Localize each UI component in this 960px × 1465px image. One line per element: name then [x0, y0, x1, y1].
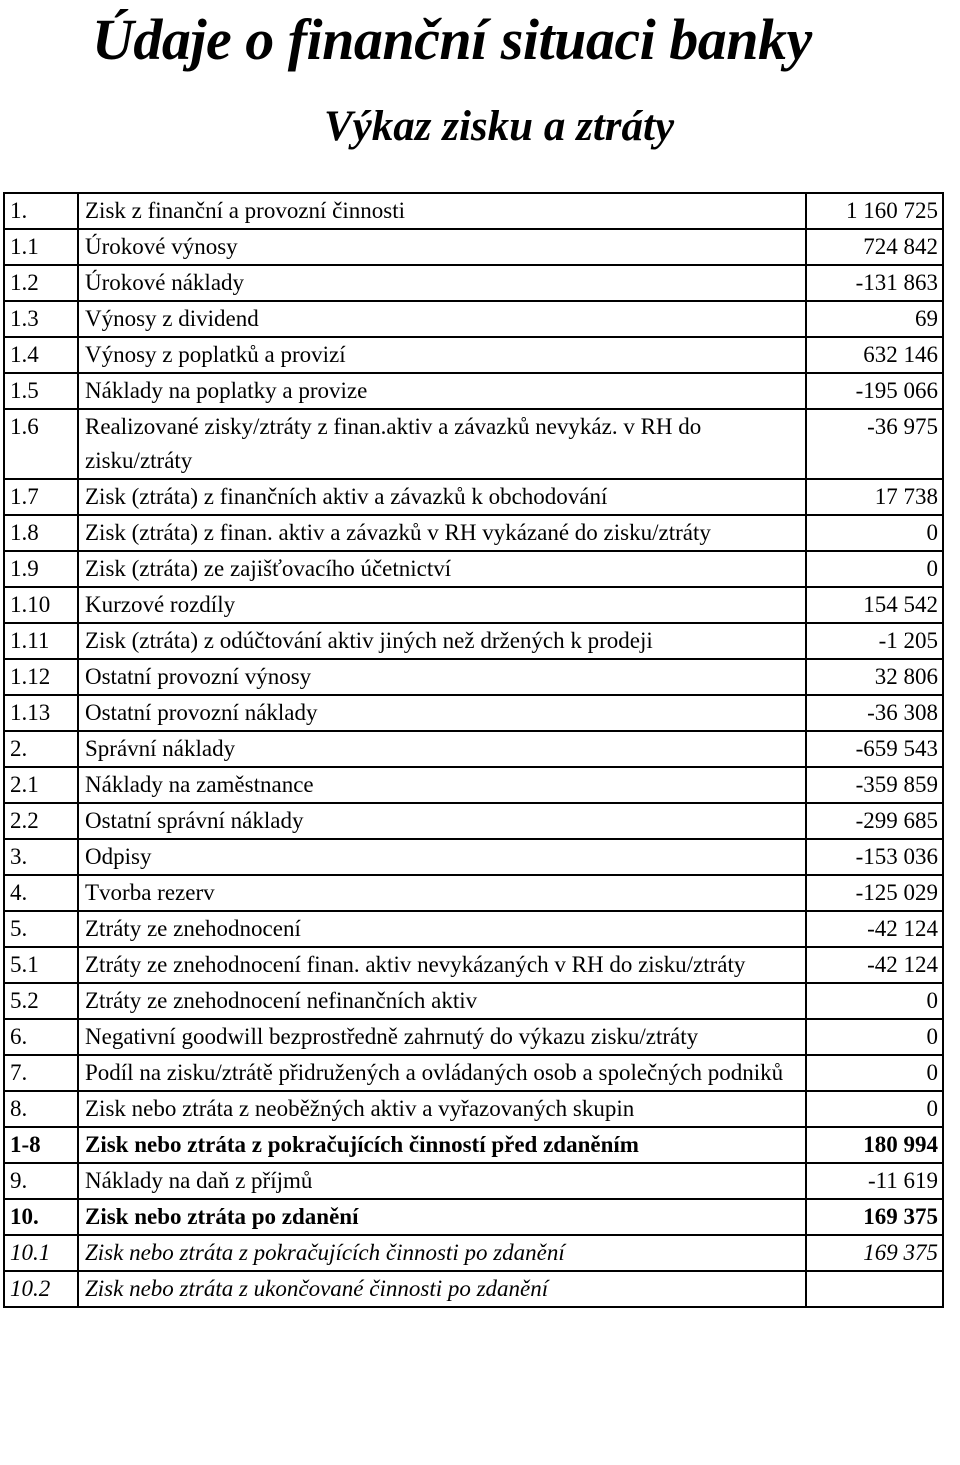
row-number: 1.13 [4, 695, 78, 731]
row-label: Zisk nebo ztráta z pokračujících činností před zdaněním [78, 1127, 806, 1163]
row-number: 2.1 [4, 767, 78, 803]
page-title: Údaje o finanční situaci banky [92, 7, 812, 72]
row-number: 6. [4, 1019, 78, 1055]
row-number: 1.2 [4, 265, 78, 301]
row-value: 169 375 [806, 1235, 943, 1271]
row-number: 1-8 [4, 1127, 78, 1163]
row-number: 3. [4, 839, 78, 875]
row-label: Zisk (ztráta) ze zajišťovacího účetnictví [78, 551, 806, 587]
table-row [4, 1271, 943, 1307]
table-row [4, 1199, 943, 1235]
row-value: -42 124 [806, 947, 943, 983]
row-value: 180 994 [806, 1127, 943, 1163]
row-value: 632 146 [806, 337, 943, 373]
row-value: -42 124 [806, 911, 943, 947]
table-row [4, 695, 943, 731]
row-label: Podíl na zisku/ztrátě přidružených a ovládaných osob a společných podniků [78, 1055, 806, 1091]
row-label: Ostatní provozní výnosy [78, 659, 806, 695]
row-number: 1.5 [4, 373, 78, 409]
table-row [4, 301, 943, 337]
row-label: Tvorba rezerv [78, 875, 806, 911]
row-number: 1.6 [4, 409, 78, 479]
row-label: Správní náklady [78, 731, 806, 767]
row-value: -125 029 [806, 875, 943, 911]
table-row [4, 337, 943, 373]
row-label: Ztráty ze znehodnocení [78, 911, 806, 947]
table-row [4, 911, 943, 947]
row-value: -359 859 [806, 767, 943, 803]
row-number: 1.7 [4, 479, 78, 515]
row-number: 1.8 [4, 515, 78, 551]
table-row [4, 1055, 943, 1091]
table-row [4, 409, 943, 479]
row-value: 69 [806, 301, 943, 337]
table-row [4, 515, 943, 551]
row-label: Zisk nebo ztráta z ukončované činnosti po zdanění [78, 1271, 806, 1307]
row-value: -36 308 [806, 695, 943, 731]
row-number: 1.1 [4, 229, 78, 265]
row-number: 1.9 [4, 551, 78, 587]
row-label: Náklady na daň z příjmů [78, 1163, 806, 1199]
row-value: 0 [806, 1019, 943, 1055]
row-label: Výnosy z dividend [78, 301, 806, 337]
row-value: 0 [806, 515, 943, 551]
row-label: Ztráty ze znehodnocení nefinančních aktiv [78, 983, 806, 1019]
table-row [4, 551, 943, 587]
table-row [4, 731, 943, 767]
row-value: 0 [806, 1091, 943, 1127]
row-label: Zisk nebo ztráta z pokračujících činnosti po zdanění [78, 1235, 806, 1271]
table-row [4, 623, 943, 659]
row-value: -299 685 [806, 803, 943, 839]
row-label: Úrokové náklady [78, 265, 806, 301]
row-number: 5.2 [4, 983, 78, 1019]
row-value: -659 543 [806, 731, 943, 767]
row-number: 8. [4, 1091, 78, 1127]
row-value: -36 975 [806, 409, 943, 479]
table-row [4, 947, 943, 983]
row-label: Ostatní provozní náklady [78, 695, 806, 731]
table-row [4, 659, 943, 695]
row-label: Negativní goodwill bezprostředně zahrnutý do výkazu zisku/ztráty [78, 1019, 806, 1055]
row-value: 154 542 [806, 587, 943, 623]
row-number: 7. [4, 1055, 78, 1091]
row-number: 10.2 [4, 1271, 78, 1307]
row-number: 1.11 [4, 623, 78, 659]
row-number: 4. [4, 875, 78, 911]
row-label: Zisk nebo ztráta z neoběžných aktiv a vyřazovaných skupin [78, 1091, 806, 1127]
table-row [4, 1163, 943, 1199]
row-label: Zisk (ztráta) z odúčtování aktiv jiných než držených k prodeji [78, 623, 806, 659]
income-statement-body [4, 193, 943, 1307]
row-label: Zisk z finanční a provozní činnosti [78, 193, 806, 229]
row-number: 2.2 [4, 803, 78, 839]
report-subtitle: Výkaz zisku a ztráty [324, 103, 675, 150]
row-label: Odpisy [78, 839, 806, 875]
row-value: 724 842 [806, 229, 943, 265]
table-row [4, 1127, 943, 1163]
row-label: Zisk (ztráta) z finan. aktiv a závazků v RH vykázané do zisku/ztráty [78, 515, 806, 551]
row-number: 5.1 [4, 947, 78, 983]
row-label: Kurzové rozdíly [78, 587, 806, 623]
row-label: Realizované zisky/ztráty z finan.aktiv a závazků nevykáz. v RH do zisku/ztráty [78, 409, 806, 479]
table-row [4, 1091, 943, 1127]
row-label: Ztráty ze znehodnocení finan. aktiv nevykázaných v RH do zisku/ztráty [78, 947, 806, 983]
row-value: -131 863 [806, 265, 943, 301]
row-label: Zisk (ztráta) z finančních aktiv a závazků k obchodování [78, 479, 806, 515]
row-label: Náklady na zaměstnance [78, 767, 806, 803]
table-row [4, 229, 943, 265]
table-row [4, 875, 943, 911]
row-number: 1.10 [4, 587, 78, 623]
row-value: 0 [806, 551, 943, 587]
row-number: 5. [4, 911, 78, 947]
row-number: 1. [4, 193, 78, 229]
row-number: 10.1 [4, 1235, 78, 1271]
row-value: 1 160 725 [806, 193, 943, 229]
table-row [4, 1019, 943, 1055]
row-number: 1.4 [4, 337, 78, 373]
row-label: Ostatní správní náklady [78, 803, 806, 839]
table-row [4, 983, 943, 1019]
row-value: 32 806 [806, 659, 943, 695]
row-value: 17 738 [806, 479, 943, 515]
row-number: 1.12 [4, 659, 78, 695]
row-value: 0 [806, 983, 943, 1019]
row-label: Úrokové výnosy [78, 229, 806, 265]
row-value: -11 619 [806, 1163, 943, 1199]
table-row [4, 1235, 943, 1271]
table-row [4, 587, 943, 623]
row-number: 9. [4, 1163, 78, 1199]
row-label: Zisk nebo ztráta po zdanění [78, 1199, 806, 1235]
table-row [4, 193, 943, 229]
row-label: Výnosy z poplatků a provizí [78, 337, 806, 373]
row-value: -1 205 [806, 623, 943, 659]
table-row [4, 767, 943, 803]
table-row [4, 265, 943, 301]
row-value: 0 [806, 1055, 943, 1091]
row-number: 1.3 [4, 301, 78, 337]
row-value: -153 036 [806, 839, 943, 875]
table-row [4, 479, 943, 515]
table-row [4, 373, 943, 409]
row-value: -195 066 [806, 373, 943, 409]
row-value: 169 375 [806, 1199, 943, 1235]
row-value [806, 1271, 943, 1307]
row-number: 10. [4, 1199, 78, 1235]
table-row [4, 803, 943, 839]
row-label: Náklady na poplatky a provize [78, 373, 806, 409]
row-number: 2. [4, 731, 78, 767]
income-statement-table [3, 192, 944, 1308]
table-row [4, 839, 943, 875]
